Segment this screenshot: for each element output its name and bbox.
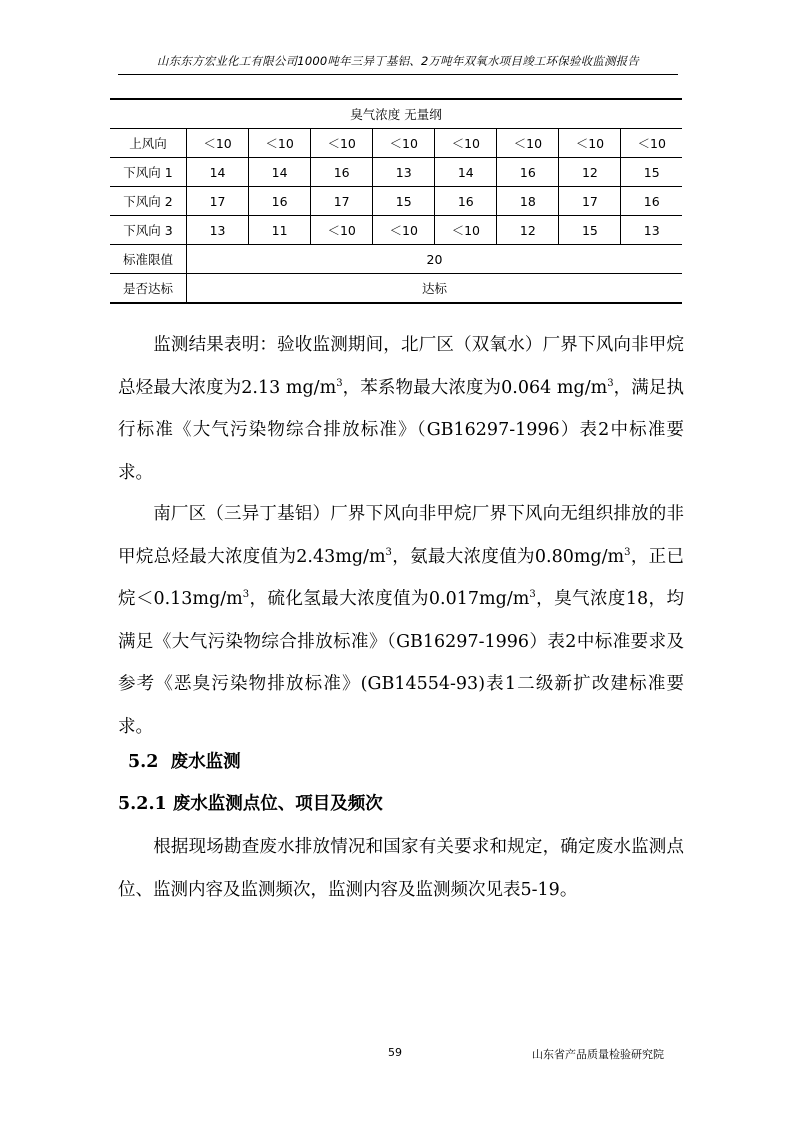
section-heading: [128, 748, 241, 773]
text-run: 监测结果表明：验收监测期间，北厂区（双氧水）厂界下风向非甲烷总烃最大浓度为2.13 mg/m: [118, 335, 684, 398]
table-cell: 12: [559, 158, 621, 187]
table-cell: 17: [311, 187, 373, 216]
table-cell: 13: [621, 216, 682, 245]
table-caption-row: [110, 99, 682, 129]
row-label: 下风向 1: [110, 158, 187, 187]
subsection-title: 废水监测点位、项目及频次: [172, 794, 383, 814]
compliance-value: 达标: [187, 274, 683, 304]
table-cell: 14: [249, 158, 311, 187]
table-cell: 11: [249, 216, 311, 245]
table-cell: 14: [435, 158, 497, 187]
table-cell: 16: [497, 158, 559, 187]
table-cell: 16: [311, 158, 373, 187]
header-rule: [118, 74, 678, 75]
text-run: ，氨最大浓度值为0.80mg/m: [391, 546, 625, 567]
table-cell: 15: [559, 216, 621, 245]
table-cell: 18: [497, 187, 559, 216]
row-label: 下风向 2: [110, 187, 187, 216]
text-run: ，苯系物最大浓度为0.064 mg/m: [342, 377, 608, 398]
superscript: 3: [624, 546, 631, 558]
wastewater-paragraph: [118, 826, 684, 911]
row-label: 是否达标: [110, 274, 187, 304]
results-paragraph-south: [118, 493, 684, 748]
table-row-compliance: [110, 274, 682, 304]
table-cell: ＜10: [621, 129, 682, 158]
table-cell: ＜10: [249, 129, 311, 158]
row-label: 下风向 3: [110, 216, 187, 245]
table-cell: ＜10: [373, 129, 435, 158]
subsection-number: 5.2.1: [118, 794, 167, 814]
table-cell: 15: [621, 158, 682, 187]
subsection-heading: [118, 790, 383, 815]
text-run: ，满足执行标准《大气污染物综合排放标准》（GB16297-1996）表2中标准要求。: [118, 377, 685, 483]
table-caption: 臭气浓度 无量纲: [110, 99, 682, 129]
table-row: [110, 129, 682, 158]
table-cell: ＜10: [435, 129, 497, 158]
running-header: 山东东方宏业化工有限公司1000吨年三异丁基铝、2万吨年双氧水项目竣工环保验收监测报告: [156, 54, 640, 68]
text-run: ，臭气浓度18，均满足《大气污染物综合排放标准》（GB16297-1996）表2中标准要求及参考《恶臭污染物排放标准》(GB14554-93)表1二级新扩改建标准要求。: [118, 589, 684, 737]
table-cell: ＜10: [497, 129, 559, 158]
superscript: 3: [242, 589, 250, 601]
table-cell: 12: [497, 216, 559, 245]
table-cell: 17: [559, 187, 621, 216]
results-paragraph-north: [118, 324, 684, 494]
table-cell: ＜10: [373, 216, 435, 245]
text-run: 南厂区（三异丁基铝）厂界下风向非甲烷厂界下风向无组织排放的非甲烷总烃最大浓度值为2.43mg/m: [118, 504, 684, 567]
page-number: 59: [388, 1046, 402, 1059]
table-cell: 17: [187, 187, 249, 216]
table-row: [110, 187, 682, 216]
table-cell: ＜10: [559, 129, 621, 158]
table-cell: 14: [187, 158, 249, 187]
footer-organization: 山东省产品质量检验研究院: [532, 1048, 664, 1061]
table-row: [110, 158, 682, 187]
superscript: 3: [607, 377, 614, 389]
table-cell: 16: [621, 187, 682, 216]
text-run: 根据现场勘查废水排放情况和国家有关要求和规定，确定废水监测点位、监测内容及监测频次，监测内容及监测频次见表5-19。: [118, 837, 684, 900]
odor-concentration-table: [110, 98, 682, 304]
section-number: 5.2: [128, 752, 159, 772]
row-label: 标准限值: [110, 245, 187, 274]
table-cell: 16: [435, 187, 497, 216]
table-cell: ＜10: [187, 129, 249, 158]
table-row: [110, 216, 682, 245]
table-cell: 13: [187, 216, 249, 245]
section-title: 废水监测: [170, 752, 241, 772]
superscript: 3: [529, 589, 536, 601]
table-cell: ＜10: [311, 129, 373, 158]
superscript: 3: [336, 377, 343, 389]
text-run: ，正已烷＜0.13mg/m: [118, 546, 684, 609]
table-cell: 16: [249, 187, 311, 216]
table-row-limit: [110, 245, 682, 274]
row-label: 上风向: [110, 129, 187, 158]
table-cell: ＜10: [435, 216, 497, 245]
table-cell: ＜10: [311, 216, 373, 245]
superscript: 3: [385, 546, 392, 558]
table-cell: 15: [373, 187, 435, 216]
limit-value: 20: [187, 245, 683, 274]
table-cell: 13: [373, 158, 435, 187]
text-run: ，硫化氢最大浓度值为0.017mg/m: [249, 589, 530, 609]
